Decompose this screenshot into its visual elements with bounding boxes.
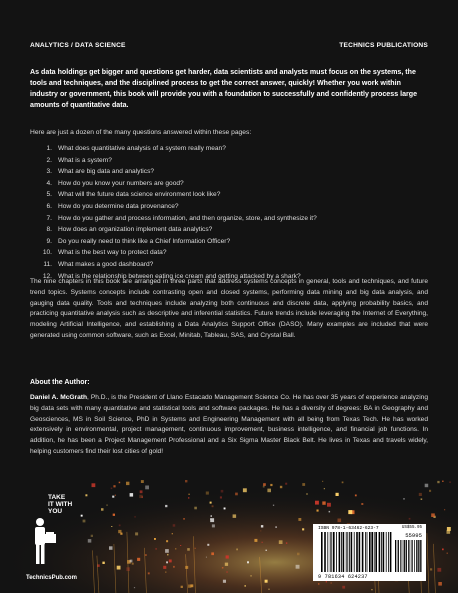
chapters-paragraph: The nine chapters in this book are arranged in three parts that address systems concepts in general, tools and techniques, and future trend topics. Systems concepts include contrasting open and closed systems, performing data mining and big data analysis, and gauging data quality. Tools and techniques include analyzing both continuous and discrete data, applying probability basics, and practicing quantitative analysis such as descriptive and inferential statistics. Future trends include leveraging the Internet of Everything, modeling Artificial Intelligence, and establishing a Data Analytics Support Office (DASO). Many examples are included that were generated using common software, such as Excel, Minitab, Tableau, SAS, and Crystal Ball.	[30, 278, 428, 339]
question-number: 2.	[46, 156, 52, 164]
question-text: What makes a good dashboard?	[58, 260, 154, 268]
question-text: What will the future data science environment look like?	[58, 191, 221, 199]
question-number: 10.	[42, 249, 52, 257]
category-label: ANALYTICS / DATA SCIENCE	[30, 42, 126, 49]
price-code: 55995	[405, 532, 422, 539]
question-number: 11.	[43, 260, 52, 268]
question-number: 12.	[42, 272, 52, 280]
question-text: How do you know your numbers are good?	[58, 179, 184, 187]
author-bio	[30, 393, 428, 458]
isbn-label: ISBN 978-1-63462-623-7	[318, 526, 379, 531]
logo-text: TAKE IT WITH YOU	[48, 494, 73, 515]
intro-paragraph: As data holdings get bigger and questions get harder, data scientists and analysts must focus on the systems, the tools and techniques, and the disciplined process to get the correct answer, quickly! Whether you work within industry or government, this book will provide you with a foundation to successfully and confidently process large amounts of quantitative data.	[30, 68, 418, 109]
question-number: 5.	[46, 191, 52, 199]
question-item	[38, 236, 317, 248]
question-number: 3.	[46, 168, 52, 176]
question-number: 9.	[46, 237, 52, 245]
author-name: Daniel A. McGrath	[30, 394, 87, 401]
questions-lead: Here are just a dozen of the many questions answered within these pages:	[30, 129, 252, 136]
question-number: 6.	[46, 202, 52, 210]
question-text: What is a system?	[58, 156, 112, 164]
isbn-barcode	[313, 524, 426, 581]
question-text: How do you gather and process information, and then organize, store, and synthesize it?	[58, 214, 317, 222]
question-item	[38, 166, 317, 178]
author-bio-text: , Ph.D., is the President of Llano Estacado Management Science Co. He has over 35 years of experience analyzing big data sets with many quantitative and statistical tools and software packages. He has a diversity of degrees: BA in Geography and Geosciences, MS in Soil Science, PhD in Systems and Engineering Management with all being from Texas Tech. He has worked extensively in environmental, project management, continuous improvement, business intelligence, and financial job functions. In addition, he has been a Project Management Professional and a Six Sigma Master Black Belt. He lives in Texas and travels widely, helping customers find their lost cities of gold!	[30, 394, 429, 455]
question-text: How does an organization implement data analytics?	[58, 226, 213, 234]
question-item	[38, 247, 317, 259]
question-text: Do you really need to think like a Chief Information Officer?	[58, 237, 231, 245]
question-item	[38, 224, 317, 236]
question-item	[38, 213, 317, 225]
barcode-bars	[313, 524, 426, 581]
question-number: 8.	[46, 226, 52, 234]
question-item	[38, 143, 317, 155]
question-item	[38, 178, 317, 190]
take-it-with-you-logo	[26, 492, 84, 574]
question-text: What is the best way to protect data?	[58, 249, 167, 257]
barcode-digits: 9 781634 624237	[318, 574, 368, 580]
publisher-label: TECHNICS PUBLICATIONS	[339, 42, 428, 49]
question-number: 1.	[46, 145, 52, 152]
questions-list	[38, 143, 317, 282]
question-item	[38, 259, 317, 271]
price-label: US$55.95	[401, 526, 422, 530]
question-text: What is the relationship between eating ice cream and getting attacked by a shark?	[58, 272, 301, 280]
question-text: How do you determine data provenance?	[58, 202, 179, 210]
about-heading: About the Author:	[30, 379, 90, 386]
question-text: What does quantitative analysis of a system really mean?	[58, 145, 226, 152]
question-item	[38, 189, 317, 201]
publisher-website: TechnicsPub.com	[26, 575, 77, 581]
question-number: 7.	[46, 214, 52, 222]
cover-header	[30, 42, 428, 49]
question-text: What are big data and analytics?	[58, 168, 155, 176]
question-item	[38, 155, 317, 167]
question-number: 4.	[46, 179, 52, 187]
question-item	[38, 201, 317, 213]
